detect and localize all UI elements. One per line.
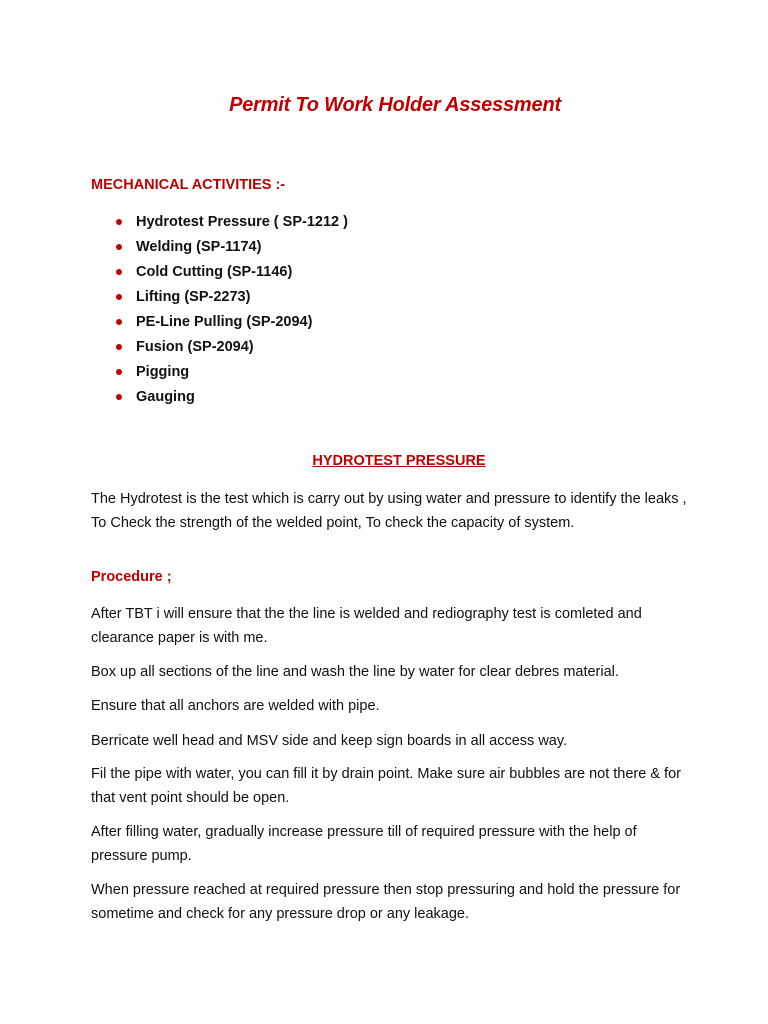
- activity-label: Pigging: [136, 364, 190, 380]
- procedure-label: Procedure ;: [91, 569, 172, 585]
- section-heading-mechanical: MECHANICAL ACTIVITIES :-: [91, 177, 286, 193]
- activity-label: Cold Cutting (SP-1146): [136, 264, 293, 280]
- list-item: [91, 336, 348, 361]
- bullet-icon: [116, 294, 122, 300]
- list-item: [91, 261, 348, 286]
- intro-paragraph: The Hydrotest is the test which is carry out by using water and pressure to identify the leaks , To Check the strength of the welded point, To check the capacity of system.: [91, 491, 687, 531]
- bullet-icon: [116, 369, 122, 375]
- procedure-paragraph: Berricate well head and MSV side and keep sign boards in all access way.: [91, 733, 568, 749]
- activity-label: PE-Line Pulling (SP-2094): [136, 314, 313, 330]
- procedure-paragraph: Ensure that all anchors are welded with pipe.: [91, 698, 380, 714]
- procedure-paragraph: Box up all sections of the line and wash the line by water for clear debres material.: [91, 664, 619, 680]
- activity-label: Fusion (SP-2094): [136, 339, 254, 355]
- activity-list: [91, 211, 348, 411]
- list-item: [91, 286, 348, 311]
- procedure-paragraph: After TBT i will ensure that the the line is welded and rediography test is comleted and clearance paper is with me.: [91, 606, 642, 646]
- procedure-paragraph: After filling water, gradually increase pressure till of required pressure with the help of pressure pump.: [91, 824, 637, 864]
- activity-label: Lifting (SP-2273): [136, 289, 251, 305]
- list-item: [91, 211, 348, 236]
- procedure-paragraph: Fil the pipe with water, you can fill it by drain point. Make sure air bubbles are not there & for that vent point should be open.: [91, 766, 681, 806]
- list-item: [91, 386, 348, 411]
- bullet-icon: [116, 269, 122, 275]
- activity-label: Welding (SP-1174): [136, 239, 262, 255]
- hydrotest-heading: HYDROTEST PRESSURE: [312, 453, 486, 469]
- list-item: [91, 361, 348, 386]
- list-item: [91, 311, 348, 336]
- bullet-icon: [116, 219, 122, 225]
- bullet-icon: [116, 394, 122, 400]
- activity-label: Gauging: [136, 389, 195, 405]
- procedure-paragraph: When pressure reached at required pressure then stop pressuring and hold the pressure for sometime and check for any pressure drop or any leakage.: [91, 882, 681, 922]
- list-item: [91, 236, 348, 261]
- activity-label: Hydrotest Pressure ( SP-1212 ): [136, 214, 348, 230]
- bullet-icon: [116, 344, 122, 350]
- document-title: Permit To Work Holder Assessment: [229, 94, 561, 116]
- bullet-icon: [116, 319, 122, 325]
- bullet-icon: [116, 244, 122, 250]
